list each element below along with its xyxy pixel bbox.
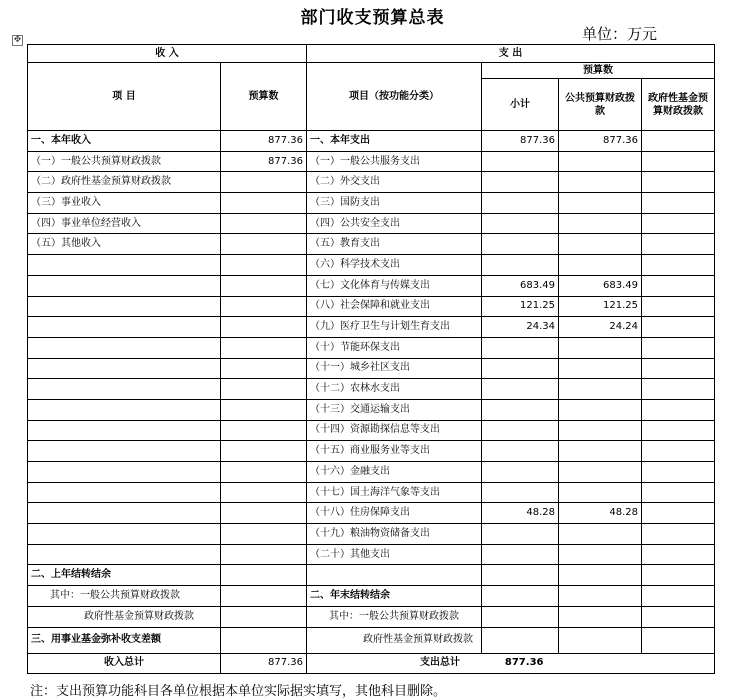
expense-item-cell[interactable]: （十六）金融支出 <box>307 462 482 483</box>
carry-row <box>28 606 715 627</box>
table-row <box>28 482 715 503</box>
carry-income-value-cell[interactable] <box>221 606 307 627</box>
subtotal-cell[interactable] <box>482 379 559 400</box>
gov-fund-header: 政府性基金预算财政拨款 <box>642 79 715 131</box>
expense-item-cell[interactable]: （二）外交支出 <box>307 172 482 193</box>
table-row <box>28 193 715 214</box>
gov-fund-cell[interactable] <box>642 482 715 503</box>
gov-fund-cell[interactable] <box>642 503 715 524</box>
public-budget-cell[interactable] <box>559 441 642 462</box>
income-value-cell[interactable] <box>221 193 307 214</box>
income-value-cell[interactable] <box>221 441 307 462</box>
table-row <box>28 131 715 152</box>
expense-item-cell[interactable]: （十一）城乡社区支出 <box>307 358 482 379</box>
income-value-cell[interactable] <box>221 503 307 524</box>
gov-fund-cell[interactable] <box>642 379 715 400</box>
carry-subtotal-cell[interactable] <box>482 565 559 586</box>
income-value-cell[interactable] <box>221 544 307 565</box>
header-row-2 <box>28 63 715 79</box>
income-value-cell[interactable] <box>221 255 307 276</box>
gov-fund-cell[interactable] <box>642 524 715 545</box>
carry-income-cell[interactable]: 二、上年结转结余 <box>28 565 221 586</box>
public-budget-cell[interactable] <box>559 462 642 483</box>
item-header: 项 目 <box>28 63 221 131</box>
public-budget-cell[interactable]: 683.49 <box>559 275 642 296</box>
gov-fund-cell[interactable] <box>642 399 715 420</box>
income-item-cell[interactable]: （四）事业单位经营收入 <box>28 213 221 234</box>
income-value-cell[interactable] <box>221 213 307 234</box>
subtotal-cell[interactable] <box>482 337 559 358</box>
income-item-cell[interactable] <box>28 379 221 400</box>
income-value-cell[interactable]: 877.36 <box>221 151 307 172</box>
gov-fund-cell[interactable] <box>642 420 715 441</box>
income-value-cell[interactable] <box>221 234 307 255</box>
subtotal-cell[interactable] <box>482 524 559 545</box>
expense-item-cell[interactable]: （十四）资源勘探信息等支出 <box>307 420 482 441</box>
expense-item-cell[interactable]: （五）教育支出 <box>307 234 482 255</box>
table-row <box>28 275 715 296</box>
table-row <box>28 544 715 565</box>
carry-row <box>28 586 715 607</box>
public-budget-cell[interactable] <box>559 544 642 565</box>
subtotal-cell[interactable] <box>482 358 559 379</box>
gov-fund-cell[interactable] <box>642 337 715 358</box>
carry-subtotal-cell[interactable] <box>482 606 559 627</box>
table-row <box>28 172 715 193</box>
expense-item-cell[interactable]: （十）节能环保支出 <box>307 337 482 358</box>
income-item-cell[interactable]: （一）一般公共预算财政拨款 <box>28 151 221 172</box>
carry-expense-cell[interactable]: 二、年末结转结余 <box>307 586 482 607</box>
expense-item-cell[interactable]: （九）医疗卫生与计划生育支出 <box>307 317 482 338</box>
public-budget-cell[interactable]: 24.24 <box>559 317 642 338</box>
income-value-cell[interactable] <box>221 462 307 483</box>
public-budget-cell[interactable] <box>559 234 642 255</box>
expense-total-cell <box>307 653 715 673</box>
income-item-cell[interactable] <box>28 524 221 545</box>
subtotal-cell[interactable] <box>482 420 559 441</box>
page-title: 部门收支预算总表 <box>300 8 445 28</box>
income-value-cell[interactable] <box>221 524 307 545</box>
income-value-cell[interactable] <box>221 379 307 400</box>
subtotal-cell[interactable] <box>482 462 559 483</box>
public-budget-cell[interactable]: 48.28 <box>559 503 642 524</box>
expense-item-cell[interactable]: （十五）商业服务业等支出 <box>307 441 482 462</box>
subtotal-cell[interactable] <box>482 172 559 193</box>
income-item-cell[interactable] <box>28 399 221 420</box>
subtotal-cell[interactable] <box>482 151 559 172</box>
table-row <box>28 337 715 358</box>
expense-item-cell[interactable]: （四）公共安全支出 <box>307 213 482 234</box>
carry-gov-cell[interactable] <box>642 565 715 586</box>
carry-row <box>28 627 715 653</box>
subtotal-cell[interactable] <box>482 399 559 420</box>
budget-header: 预算数 <box>221 63 307 131</box>
public-budget-header: 公共预算财政拨款 <box>559 79 642 131</box>
income-total-value: 877.36 <box>221 653 307 673</box>
expense-item-header: 项目（按功能分类） <box>307 63 482 131</box>
expense-item-cell[interactable]: 一、本年支出 <box>307 131 482 152</box>
income-item-cell[interactable] <box>28 255 221 276</box>
public-budget-cell[interactable] <box>559 524 642 545</box>
carry-expense-cell[interactable]: 政府性基金预算财政拨款 <box>307 627 482 653</box>
table-row <box>28 358 715 379</box>
expense-item-cell[interactable]: （七）文化体育与传媒支出 <box>307 275 482 296</box>
income-value-cell[interactable]: 877.36 <box>221 131 307 152</box>
budget-table <box>27 44 715 674</box>
expense-total-value: 877.36 <box>504 657 544 668</box>
carry-income-value-cell[interactable] <box>221 627 307 653</box>
public-budget-cell[interactable] <box>559 151 642 172</box>
income-value-cell[interactable] <box>221 420 307 441</box>
carry-gov-cell[interactable] <box>642 627 715 653</box>
income-total-label: 收入总计 <box>28 653 221 673</box>
public-budget-cell[interactable] <box>559 193 642 214</box>
gov-fund-cell[interactable] <box>642 151 715 172</box>
table-row <box>28 503 715 524</box>
income-item-cell[interactable] <box>28 275 221 296</box>
income-item-cell[interactable] <box>28 544 221 565</box>
carry-expense-cell[interactable] <box>307 565 482 586</box>
income-header: 收 入 <box>28 45 307 63</box>
subtotal-cell[interactable]: 683.49 <box>482 275 559 296</box>
expense-item-cell[interactable]: （十七）国土海洋气象等支出 <box>307 482 482 503</box>
table-row <box>28 296 715 317</box>
carry-income-cell[interactable]: 其中：一般公共预算财政拨款 <box>28 586 221 607</box>
gov-fund-cell[interactable] <box>642 131 715 152</box>
carry-public-cell[interactable] <box>559 627 642 653</box>
carry-public-cell[interactable] <box>559 606 642 627</box>
header-row-1 <box>28 45 715 63</box>
income-value-cell[interactable] <box>221 317 307 338</box>
gov-fund-cell[interactable] <box>642 275 715 296</box>
income-item-cell[interactable]: （二）政府性基金预算财政拨款 <box>28 172 221 193</box>
public-budget-cell[interactable]: 877.36 <box>559 131 642 152</box>
subtotal-cell[interactable] <box>482 255 559 276</box>
expense-item-cell[interactable]: （十九）粮油物资储备支出 <box>307 524 482 545</box>
income-item-cell[interactable] <box>28 296 221 317</box>
gov-fund-cell[interactable] <box>642 317 715 338</box>
gov-fund-cell[interactable] <box>642 172 715 193</box>
expense-item-cell[interactable]: （八）社会保障和就业支出 <box>307 296 482 317</box>
footnote: 注：支出预算功能科目各单位根据本单位实际据实填写，其他科目删除。 <box>30 684 447 699</box>
income-item-cell[interactable] <box>28 358 221 379</box>
subtotal-cell[interactable]: 48.28 <box>482 503 559 524</box>
carry-public-cell[interactable] <box>559 565 642 586</box>
table-row <box>28 379 715 400</box>
income-item-cell[interactable]: 一、本年收入 <box>28 131 221 152</box>
carry-income-cell[interactable]: 三、用事业基金弥补收支差额 <box>28 627 221 653</box>
expense-item-cell[interactable]: （二十）其他支出 <box>307 544 482 565</box>
income-value-cell[interactable] <box>221 482 307 503</box>
subtotal-cell[interactable]: 121.25 <box>482 296 559 317</box>
income-item-cell[interactable]: （三）事业收入 <box>28 193 221 214</box>
expense-item-cell[interactable]: （十三）交通运输支出 <box>307 399 482 420</box>
subtotal-cell[interactable]: 877.36 <box>482 131 559 152</box>
public-budget-cell[interactable] <box>559 379 642 400</box>
table-row <box>28 441 715 462</box>
income-item-cell[interactable] <box>28 317 221 338</box>
table-row <box>28 524 715 545</box>
subtotal-cell[interactable] <box>482 234 559 255</box>
subtotal-cell[interactable] <box>482 213 559 234</box>
income-item-cell[interactable] <box>28 420 221 441</box>
income-item-cell[interactable] <box>28 441 221 462</box>
subtotal-cell[interactable] <box>482 193 559 214</box>
income-value-cell[interactable] <box>221 296 307 317</box>
carry-gov-cell[interactable] <box>642 606 715 627</box>
subtotal-header: 小计 <box>482 79 559 131</box>
table-row <box>28 462 715 483</box>
table-row <box>28 213 715 234</box>
public-budget-cell[interactable] <box>559 358 642 379</box>
public-budget-cell[interactable] <box>559 420 642 441</box>
gov-fund-cell[interactable] <box>642 234 715 255</box>
public-budget-cell[interactable] <box>559 482 642 503</box>
public-budget-cell[interactable] <box>559 337 642 358</box>
gov-fund-cell[interactable] <box>642 296 715 317</box>
gov-fund-cell[interactable] <box>642 441 715 462</box>
subtotal-cell[interactable] <box>482 482 559 503</box>
subtotal-cell[interactable] <box>482 544 559 565</box>
gov-fund-cell[interactable] <box>642 462 715 483</box>
gov-fund-cell[interactable] <box>642 193 715 214</box>
expense-item-cell[interactable]: （十二）农林水支出 <box>307 379 482 400</box>
expense-item-cell[interactable]: （三）国防支出 <box>307 193 482 214</box>
gov-fund-cell[interactable] <box>642 255 715 276</box>
income-value-cell[interactable] <box>221 399 307 420</box>
carry-gov-cell[interactable] <box>642 586 715 607</box>
table-move-handle-icon[interactable]: ✥ <box>13 35 22 45</box>
carry-income-cell[interactable]: 政府性基金预算财政拨款 <box>28 606 221 627</box>
expense-item-cell[interactable]: （六）科学技术支出 <box>307 255 482 276</box>
public-budget-cell[interactable] <box>559 255 642 276</box>
income-value-cell[interactable] <box>221 172 307 193</box>
carry-subtotal-cell[interactable] <box>482 627 559 653</box>
expense-item-cell[interactable]: （十八）住房保障支出 <box>307 503 482 524</box>
unit-label: 单位：万元 <box>582 25 658 43</box>
subtotal-cell[interactable] <box>482 441 559 462</box>
income-item-cell[interactable] <box>28 462 221 483</box>
table-row <box>28 420 715 441</box>
carry-row <box>28 565 715 586</box>
income-item-cell[interactable] <box>28 503 221 524</box>
expense-total-label: 支出总计 <box>420 657 460 668</box>
expense-item-cell[interactable]: （一）一般公共服务支出 <box>307 151 482 172</box>
totals-row <box>28 653 715 673</box>
public-budget-cell[interactable] <box>559 399 642 420</box>
carry-income-value-cell[interactable] <box>221 586 307 607</box>
table-row <box>28 234 715 255</box>
income-item-cell[interactable]: （五）其他收入 <box>28 234 221 255</box>
subtotal-cell[interactable]: 24.34 <box>482 317 559 338</box>
gov-fund-cell[interactable] <box>642 358 715 379</box>
budget-group-header: 预算数 <box>482 63 715 79</box>
carry-income-value-cell[interactable] <box>221 565 307 586</box>
public-budget-cell[interactable] <box>559 172 642 193</box>
table-row <box>28 399 715 420</box>
public-budget-cell[interactable] <box>559 213 642 234</box>
table-row <box>28 317 715 338</box>
income-value-cell[interactable] <box>221 337 307 358</box>
income-value-cell[interactable] <box>221 275 307 296</box>
table-row <box>28 151 715 172</box>
income-item-cell[interactable] <box>28 482 221 503</box>
gov-fund-cell[interactable] <box>642 213 715 234</box>
income-value-cell[interactable] <box>221 358 307 379</box>
public-budget-cell[interactable]: 121.25 <box>559 296 642 317</box>
expense-header: 支 出 <box>307 45 715 63</box>
income-item-cell[interactable] <box>28 337 221 358</box>
carry-subtotal-cell[interactable] <box>482 586 559 607</box>
table-row <box>28 255 715 276</box>
carry-expense-cell[interactable]: 其中：一般公共预算财政拨款 <box>307 606 482 627</box>
gov-fund-cell[interactable] <box>642 544 715 565</box>
carry-public-cell[interactable] <box>559 586 642 607</box>
